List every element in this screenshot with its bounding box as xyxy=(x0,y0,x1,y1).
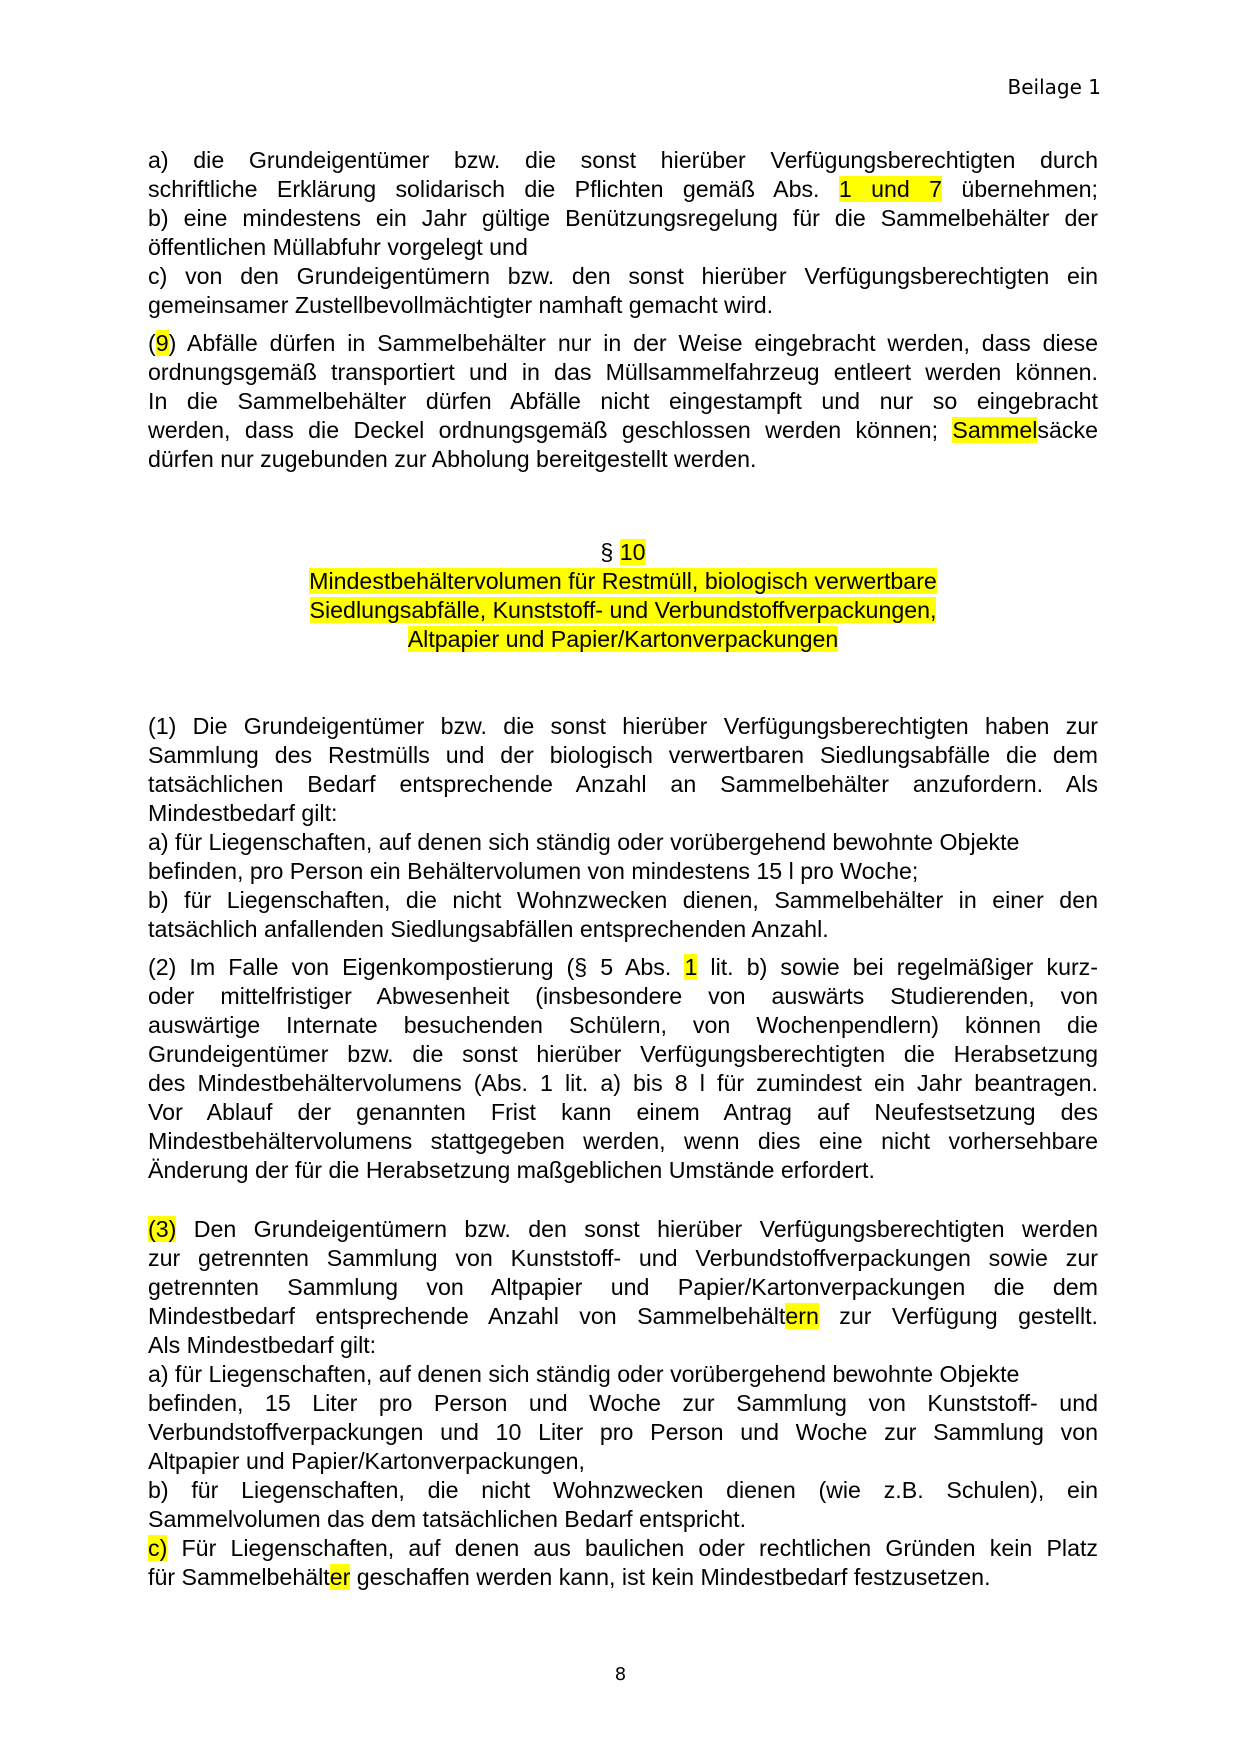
highlight: c) xyxy=(148,1535,168,1561)
highlight: 9 xyxy=(155,330,169,356)
text-line: Mindestbehältervolumens stattgegeben werden, wenn dies eine nicht vorhersehbare xyxy=(148,1128,1098,1154)
text-line: tatsächlichen Bedarf entsprechende Anzahl an Sammelbehälter anzufordern. Als xyxy=(148,771,1098,797)
text-line: befinden, 15 Liter pro Person und Woche zur Sammlung von Kunststoff- und xyxy=(148,1390,1098,1416)
text-line: werden, dass die Deckel ordnungsgemäß geschlossen werden können; Sammelsäcke xyxy=(148,417,1098,443)
text-line: auswärtige Internate besuchenden Schülern, von Wochenpendlern) können die xyxy=(148,1012,1098,1038)
section-title-line: Mindestbehältervolumen für Restmüll, biologisch verwertbare xyxy=(309,568,937,594)
page-header-label: Beilage 1 xyxy=(1007,75,1101,99)
highlight: (3) xyxy=(148,1216,177,1242)
text-line: öffentlichen Müllabfuhr vorgelegt und xyxy=(148,234,528,260)
text-line: Grundeigentümer bzw. die sonst hierüber Verfügungsberechtigten die Herabsetzung xyxy=(148,1041,1098,1067)
text-line: Vor Ablauf der genannten Frist kann einem Antrag auf Neufestsetzung des xyxy=(148,1099,1098,1125)
text-line: getrennten Sammlung von Altpapier und Papier/Kartonverpackungen die dem xyxy=(148,1274,1098,1300)
text-line: Als Mindestbedarf gilt: xyxy=(148,1332,377,1358)
text-line: schriftliche Erklärung solidarisch die Pflichten gemäß Abs. 1 und 7 übernehmen; xyxy=(148,176,1098,202)
text-line: zur getrennten Sammlung von Kunststoff- und Verbundstoffverpackungen sowie zur xyxy=(148,1245,1098,1271)
page-number: 8 xyxy=(614,1664,627,1685)
paragraph-3 xyxy=(148,1215,1098,1592)
text-line: b) für Liegenschaften, die nicht Wohnzwecken dienen (wie z.B. Schulen), ein xyxy=(148,1477,1098,1503)
text-line: ordnungsgemäß transportiert und in das Müllsammelfahrzeug entleert werden können. xyxy=(148,359,1098,385)
text-line: Sammlung des Restmülls und der biologisch verwertbaren Siedlungsabfälle die dem xyxy=(148,742,1098,768)
text-line: befinden, pro Person ein Behältervolumen von mindestens 15 l pro Woche; xyxy=(148,858,919,884)
highlight: 1 und 7 xyxy=(838,176,942,202)
text-line: (1) Die Grundeigentümer bzw. die sonst hierüber Verfügungsberechtigten haben zur xyxy=(148,713,1098,739)
text-line: b) eine mindestens ein Jahr gültige Benützungsregelung für die Sammelbehälter der xyxy=(148,205,1098,231)
paragraph-conditions xyxy=(148,146,1098,320)
text-line: oder mittelfristiger Abwesenheit (insbesondere von auswärts Studierenden, von xyxy=(148,983,1098,1009)
section-heading xyxy=(148,538,1098,654)
highlight: 1 xyxy=(684,954,698,980)
text-line: b) für Liegenschaften, die nicht Wohnzwecken dienen, Sammelbehälter in einer den xyxy=(148,887,1098,913)
text-line: c) Für Liegenschaften, auf denen aus baulichen oder rechtlichen Gründen kein Platz xyxy=(148,1535,1098,1561)
paragraph-1 xyxy=(148,712,1098,944)
text-line: Mindestbedarf entsprechende Anzahl von Sammelbehältern zur Verfügung gestellt. xyxy=(148,1303,1098,1329)
text-line: In die Sammelbehälter dürfen Abfälle nicht eingestampft und nur so eingebracht xyxy=(148,388,1098,414)
text-line: (3) Den Grundeigentümern bzw. den sonst hierüber Verfügungsberechtigten werden xyxy=(148,1216,1098,1242)
text-line: Verbundstoffverpackungen und 10 Liter pro Person und Woche zur Sammlung von xyxy=(148,1419,1098,1445)
text-line: a) die Grundeigentümer bzw. die sonst hierüber Verfügungsberechtigten durch xyxy=(148,147,1098,173)
highlight: er xyxy=(329,1564,351,1590)
paragraph-2 xyxy=(148,953,1098,1185)
section-title-line: Siedlungsabfälle, Kunststoff- und Verbundstoffverpackungen, xyxy=(309,597,937,623)
text-line: dürfen nur zugebunden zur Abholung bereitgestellt werden. xyxy=(148,446,757,472)
text-line: tatsächlich anfallenden Siedlungsabfällen entsprechenden Anzahl. xyxy=(148,916,829,942)
text-line: (9) Abfälle dürfen in Sammelbehälter nur in der Weise eingebracht werden, dass diese xyxy=(148,330,1098,356)
text-line: Mindestbedarf gilt: xyxy=(148,800,338,826)
paragraph-9 xyxy=(148,329,1098,474)
text-line: gemeinsamer Zustellbevollmächtigter namhaft gemacht wird. xyxy=(148,292,774,318)
text-line: a) für Liegenschaften, auf denen sich ständig oder vorübergehend bewohnte Objekte xyxy=(148,1361,1020,1387)
text-line: des Mindestbehältervolumens (Abs. 1 lit. a) bis 8 l für zumindest ein Jahr beantragen. xyxy=(148,1070,1098,1096)
text-line: Sammelvolumen das dem tatsächlichen Bedarf entspricht. xyxy=(148,1506,747,1532)
text-line: a) für Liegenschaften, auf denen sich ständig oder vorübergehend bewohnte Objekte xyxy=(148,829,1020,855)
text-line: für Sammelbehälter geschaffen werden kann, ist kein Mindestbedarf festzusetzen. xyxy=(148,1564,991,1590)
section-title-line: Altpapier und Papier/Kartonverpackungen xyxy=(407,626,839,652)
text-line: Änderung der für die Herabsetzung maßgeblichen Umstände erfordert. xyxy=(148,1157,875,1183)
text-line: c) von den Grundeigentümern bzw. den sonst hierüber Verfügungsberechtigten ein xyxy=(148,263,1098,289)
highlight: ern xyxy=(785,1303,819,1329)
text-line: (2) Im Falle von Eigenkompostierung (§ 5 Abs. 1 lit. b) sowie bei regelmäßiger kurz- xyxy=(148,954,1098,980)
section-number: § 10 xyxy=(600,539,646,565)
text-line: Altpapier und Papier/Kartonverpackungen, xyxy=(148,1448,585,1474)
document-body xyxy=(148,146,1098,1601)
highlight: Sammel xyxy=(952,417,1038,443)
